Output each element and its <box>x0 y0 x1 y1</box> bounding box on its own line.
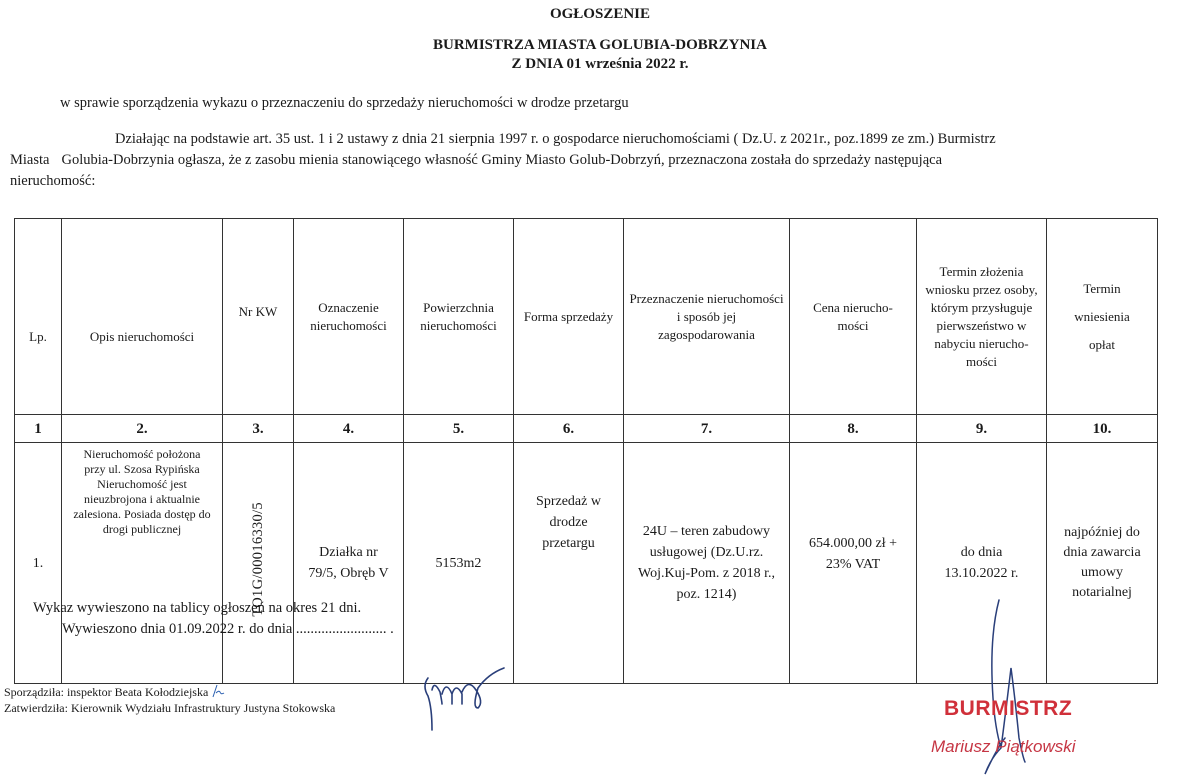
posting-dates: Wywieszono dnia 01.09.2022 r. do dnia ......................... . <box>62 621 394 637</box>
cell-termin-oplat: najpóźniej do dnia zawarcia umowy notarialnej <box>1047 443 1158 684</box>
col-num-4: 4. <box>294 415 404 443</box>
cell-oznaczenie: Działka nr 79/5, Obręb V <box>294 443 404 684</box>
cell-termin-wniosku: do dnia 13.10.2022 r. <box>917 443 1047 684</box>
col-num-10: 10. <box>1047 415 1158 443</box>
prepared-by-text: Sporządziła: inspektor Beata Kołodziejska <box>4 685 209 699</box>
col-num-8: 8. <box>790 415 917 443</box>
cell-powierzchnia: 5153m2 <box>404 443 514 684</box>
posting-period: Wykaz wywieszono na tablicy ogłoszeń na okres 21 dni. <box>33 600 362 616</box>
intro-line-2b: Golubia-Dobrzynia ogłasza, że z zasobu mienia stanowiącego własność Gminy Miasto Golub-Dobrzyń, przeznaczona została do sprzedaży następująca <box>61 152 943 168</box>
col-num-2: 2. <box>62 415 223 443</box>
header-nr-kw: Nr KW <box>223 219 294 415</box>
document-title: OGŁOSZENIE <box>549 6 651 22</box>
cell-przeznaczenie: 24U – teren zabudowy usługowej (Dz.U.rz. Woj.Kuj-Pom. z 2018 r., poz. 1214) <box>624 443 790 684</box>
cell-nr-kw-text: TO1G/00016330/5 <box>249 502 266 617</box>
header-oznaczenie: Oznaczenie nieruchomości <box>294 219 404 415</box>
approver-signature-icon <box>418 668 508 738</box>
initials-signature-icon <box>211 684 225 698</box>
intro-line-1: Działając na podstawie art. 35 ust. 1 i 2 ustawy z dnia 21 sierpnia 1997 r. o gospodarce nieruchomościami ( Dz.U. z 2021r., poz.1899 ze zm.) Burmistrz <box>115 131 996 147</box>
document-issuer: BURMISTRZA MIASTA GOLUBIA-DOBRZYNIA <box>433 37 767 53</box>
table-header-row <box>15 219 1158 415</box>
cell-lp: 1. <box>15 443 62 684</box>
cell-opis: Nieruchomość położona przy ul. Szosa Rypińska Nieruchomość jest nieuzbrojona i aktualnie zalesiona. Posiada dostęp do drogi publicznej <box>62 443 223 684</box>
header-lp: Lp. <box>15 219 62 415</box>
intro-line-3: nieruchomość: <box>10 173 96 189</box>
stamp-name: Mariusz Piątkowski <box>931 737 1076 756</box>
cell-nr-kw <box>223 443 294 684</box>
approved-by: Zatwierdziła: Kierownik Wydziału Infrastruktury Justyna Stokowska <box>4 701 336 715</box>
document-subject: w sprawie sporządzenia wykazu o przeznaczeniu do sprzedaży nieruchomości w drodze przetargu <box>60 95 629 111</box>
header-cena: Cena nierucho- mości <box>790 219 917 415</box>
col-num-5: 5. <box>404 415 514 443</box>
cell-cena: 654.000,00 zł + 23% VAT <box>790 443 917 684</box>
document-date: Z DNIA 01 września 2022 r. <box>511 56 689 72</box>
header-przeznaczenie: Przeznaczenie nieruchomości i sposób jej zagospodarowania <box>624 219 790 415</box>
prepared-by <box>4 684 225 700</box>
col-num-3: 3. <box>223 415 294 443</box>
intro-line-2a: Miasta <box>10 152 50 168</box>
header-forma: Forma sprzedaży <box>514 219 624 415</box>
column-number-row <box>15 415 1158 443</box>
col-num-7: 7. <box>624 415 790 443</box>
col-num-9: 9. <box>917 415 1047 443</box>
stamp-title: BURMISTRZ <box>944 697 1073 720</box>
header-powierzchnia: Powierzchnia nieruchomości <box>404 219 514 415</box>
cell-forma: Sprzedaż w drodze przetargu <box>514 443 624 684</box>
col-num-1: 1 <box>15 415 62 443</box>
header-termin-wniosku: Termin złożenia wniosku przez osoby, którym przysługuje pierwszeństwo w nabyciu nierucho- mości <box>917 219 1047 415</box>
intro-paragraph <box>10 129 1195 192</box>
header-opis: Opis nieruchomości <box>62 219 223 415</box>
header-termin-oplat: Termin wniesienia opłat <box>1047 219 1158 415</box>
col-num-6: 6. <box>514 415 624 443</box>
